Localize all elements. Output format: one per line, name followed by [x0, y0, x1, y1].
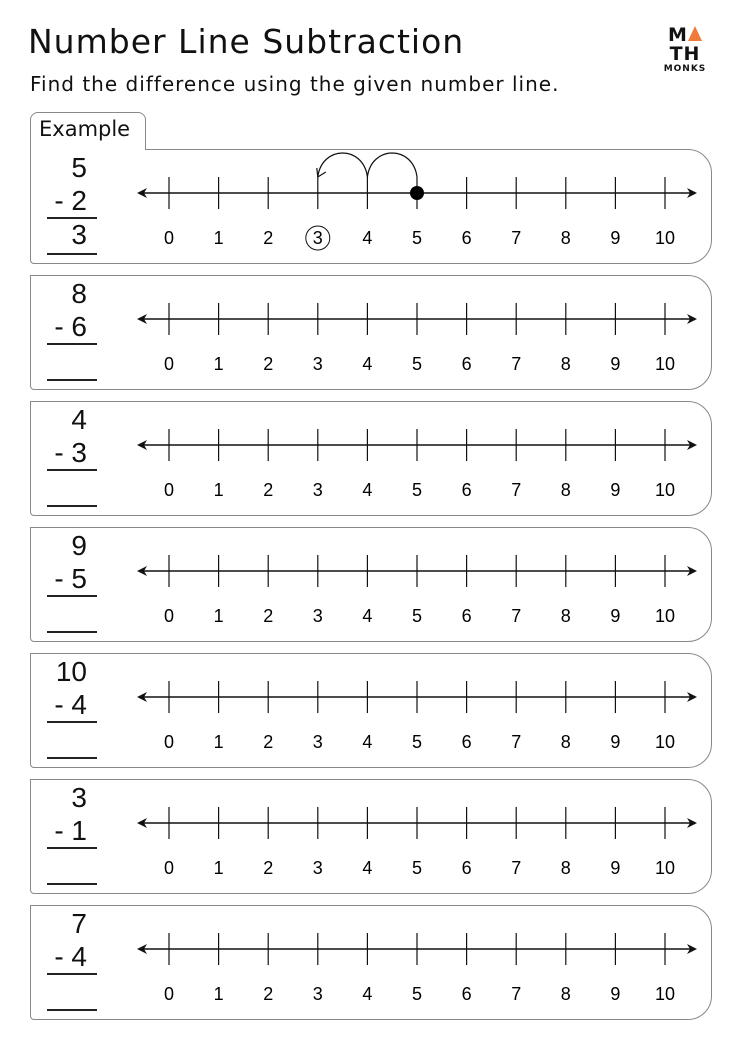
tick-label: 10: [654, 354, 676, 374]
tick-label: 6: [461, 228, 472, 248]
subtrahend: - 4: [54, 689, 87, 720]
tick-label: 6: [461, 354, 472, 374]
tick-label: 3: [312, 228, 323, 248]
minuend: 7: [71, 908, 87, 939]
logo-triangle-icon: [688, 26, 702, 41]
jump-arc: [318, 153, 368, 177]
tick-label: 9: [610, 480, 621, 500]
tick-label: 9: [610, 606, 621, 626]
problem-card: [30, 905, 712, 1020]
tick-label: 10: [654, 228, 676, 248]
tick-label: 2: [263, 858, 274, 878]
tick-label: 8: [560, 606, 571, 626]
tick-label: 5: [411, 984, 423, 1004]
logo-wordmark: MTH: [668, 24, 701, 65]
subtrahend: - 6: [54, 311, 87, 342]
tick-label: 9: [610, 984, 621, 1004]
number-line: [31, 402, 711, 515]
tick-label: 3: [312, 858, 323, 878]
tick-label: 3: [312, 606, 323, 626]
problem-card: [30, 653, 712, 768]
tick-label: 4: [362, 354, 373, 374]
answer: 3: [71, 219, 87, 250]
tick-label: 5: [411, 606, 423, 626]
minuend: 8: [71, 278, 87, 309]
tick-label: 9: [610, 732, 621, 752]
number-line: [31, 780, 711, 893]
tick-label: 4: [362, 984, 373, 1004]
minuend: 4: [71, 404, 87, 435]
problem-card: [30, 779, 712, 894]
tick-label: 0: [163, 984, 175, 1004]
minuend: 10: [55, 656, 87, 687]
tick-label: 2: [263, 606, 274, 626]
example-label: Example: [39, 117, 131, 141]
number-line: [31, 150, 711, 263]
math-monks-logo: [655, 26, 715, 74]
tick-label: 2: [263, 354, 274, 374]
problem-card: [30, 401, 712, 516]
start-point: [410, 186, 424, 200]
minuend: 3: [71, 782, 87, 813]
tick-label: 3: [312, 984, 323, 1004]
tick-label: 5: [411, 732, 423, 752]
tick-label: 0: [163, 732, 175, 752]
subtrahend: - 4: [54, 941, 87, 972]
tick-label: 4: [362, 858, 373, 878]
minuend: 5: [71, 152, 87, 183]
tick-label: 2: [263, 228, 274, 248]
tick-label: 8: [560, 858, 571, 878]
tick-label: 0: [163, 354, 175, 374]
tick-label: 2: [263, 480, 274, 500]
tick-label: 10: [654, 480, 676, 500]
tick-label: 7: [511, 858, 522, 878]
subtrahend: - 1: [54, 815, 87, 846]
number-line: [31, 906, 711, 1019]
instructions: Find the difference using the given number line.: [30, 72, 560, 96]
tick-label: 10: [654, 858, 676, 878]
tick-label: 3: [312, 732, 323, 752]
tick-label: 1: [213, 354, 224, 374]
tick-label: 6: [461, 732, 472, 752]
logo-subtext: MONKS: [663, 64, 707, 74]
subtrahend: - 5: [54, 563, 87, 594]
tick-label: 9: [610, 858, 621, 878]
tick-label: 9: [610, 228, 621, 248]
tick-label: 10: [654, 984, 676, 1004]
tick-label: 8: [560, 984, 571, 1004]
example-problem: [30, 149, 712, 264]
tick-label: 10: [654, 732, 676, 752]
tick-label: 6: [461, 606, 472, 626]
subtrahend: - 2: [54, 185, 87, 216]
tick-label: 6: [461, 480, 472, 500]
tick-label: 7: [511, 354, 522, 374]
page-title: Number Line Subtraction: [28, 22, 465, 61]
number-line: [31, 276, 711, 389]
tick-label: 1: [213, 858, 224, 878]
tick-label: 7: [511, 606, 522, 626]
tick-label: 4: [362, 228, 373, 248]
tick-label: 6: [461, 984, 472, 1004]
minuend: 9: [71, 530, 87, 561]
tick-label: 0: [163, 228, 175, 248]
tick-label: 3: [312, 480, 323, 500]
tick-label: 0: [163, 858, 175, 878]
tick-label: 8: [560, 732, 571, 752]
tick-label: 4: [362, 732, 373, 752]
tick-label: 4: [362, 606, 373, 626]
tick-label: 7: [511, 984, 522, 1004]
tick-label: 7: [511, 480, 522, 500]
tick-label: 7: [511, 732, 522, 752]
tick-label: 8: [560, 228, 571, 248]
tick-label: 7: [511, 228, 522, 248]
tick-label: 4: [362, 480, 373, 500]
problem-card: [30, 275, 712, 390]
tick-label: 1: [213, 606, 224, 626]
number-line: [31, 528, 711, 641]
problem-card: [30, 527, 712, 642]
tick-label: 2: [263, 732, 274, 752]
tick-label: 0: [163, 480, 175, 500]
example-tab: [30, 112, 146, 150]
tick-label: 1: [213, 480, 224, 500]
tick-label: 10: [654, 606, 676, 626]
number-line: [31, 654, 711, 767]
jump-arc: [367, 153, 417, 177]
tick-label: 1: [213, 732, 224, 752]
tick-label: 1: [213, 228, 224, 248]
tick-label: 5: [411, 228, 423, 248]
tick-label: 2: [263, 984, 274, 1004]
tick-label: 0: [163, 606, 175, 626]
tick-label: 1: [213, 984, 224, 1004]
tick-label: 9: [610, 354, 621, 374]
tick-label: 5: [411, 354, 423, 374]
subtrahend: - 3: [54, 437, 87, 468]
tick-label: 6: [461, 858, 472, 878]
tick-label: 8: [560, 354, 571, 374]
tick-label: 8: [560, 480, 571, 500]
tick-label: 5: [411, 480, 423, 500]
tick-label: 5: [411, 858, 423, 878]
tick-label: 3: [312, 354, 323, 374]
